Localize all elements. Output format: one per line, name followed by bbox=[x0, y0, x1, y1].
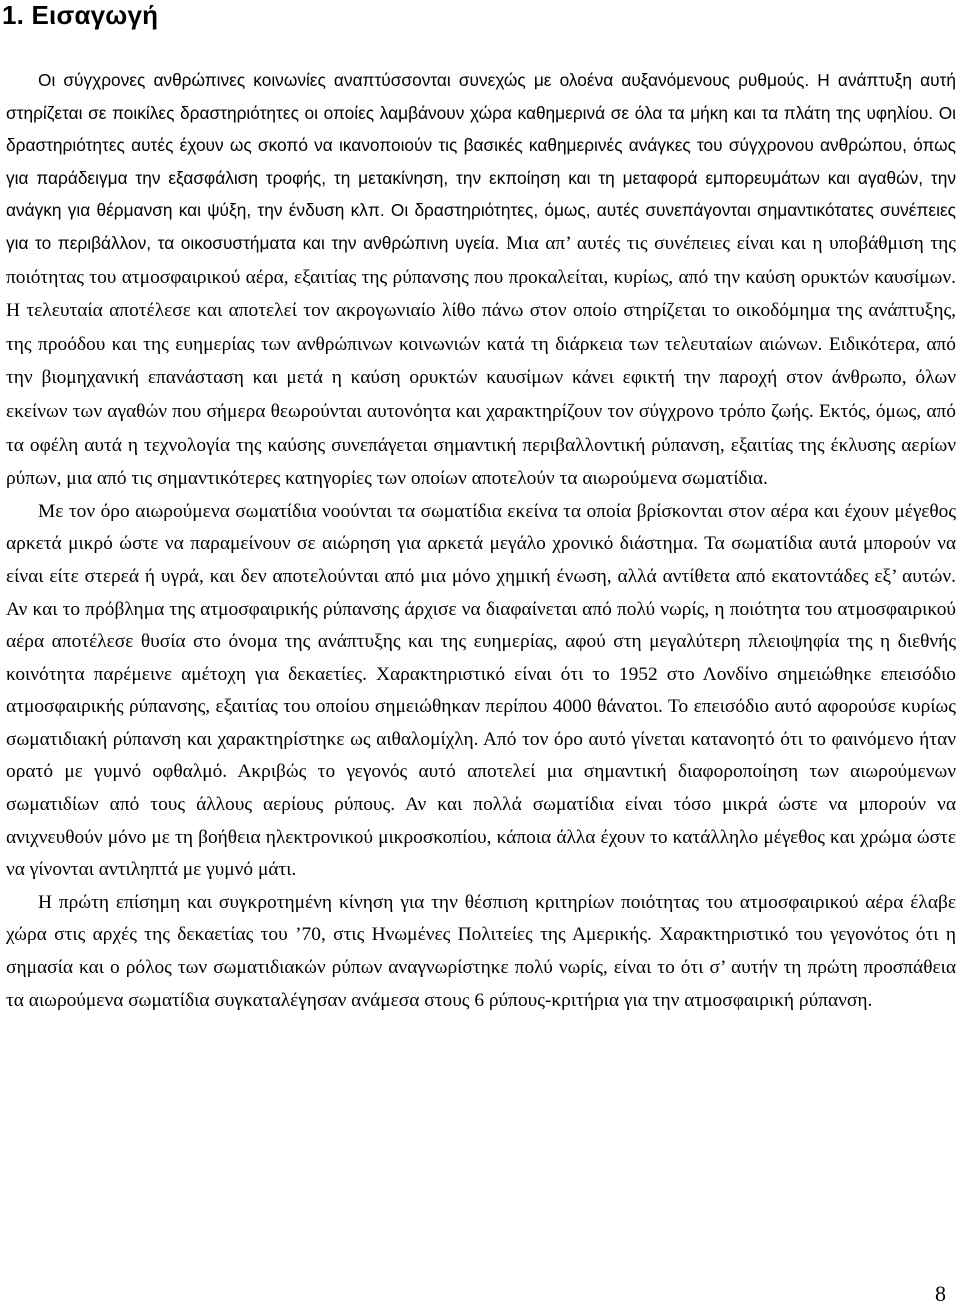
paragraph-1-part-2: Μια απ’ αυτές τις συνέπειες είναι και η υποβάθμιση της ποιότητας του ατμοσφαιρικού αέρα, εξαιτίας της ρύπανσης που προκαλείται, κυρίως, από την καύση ορυκτών καυσίμων. Η τελευταία αποτέλεσε και αποτελεί τον ακρογωνιαίο λίθο πάνω στον οποίο στηρίζεται το οικοδόμημα της ανάπτυξης, της προόδου και της ευημερίας των ανθρώπινων κοινωνιών κατά τη διάρκεια των τελευταίων αιώνων. Ειδικότερα, από την βιομηχανική επανάσταση και μετά η καύση ορυκτών καυσίμων κάνει εφικτή την παροχή στον άνθρωπο, όλων εκείνων των αγαθών που σήμερα θεωρούνται αυτονόητα και χαρακτηρίζουν τον σύγχρονο τρόπο ζωής. Εκτός, όμως, από τα οφέλη αυτά η τεχνολογία της καύσης συνεπάγεται σημαντική περιβαλλοντική ρύπανση, εξαιτίας της έκλυσης αερίων ρύπων, μια από τις σημαντικότερες κατηγορίες των οποίων αποτελούν τα αιωρούμενα σωματίδια. bbox=[6, 232, 956, 490]
paragraph-2: Με τον όρο αιωρούμενα σωματίδια νοούνται τα σωματίδια εκείνα τα οποία βρίσκονται στον αέρα και έχουν μέγεθος αρκετά μικρό ώστε να παραμείνουν σε αιώρηση για αρκετά μεγάλο χρονικό διάστημα. Τα σωματίδια αυτά μπορούν να είναι είτε στερεά ή υγρά, και δεν αποτελούνται από μια μόνο χημική ένωση, αλλά αντίθετα από εκατοντάδες εξ’ αυτών. Αν και το πρόβλημα της ατμοσφαιρικής ρύπανσης άρχισε να διαφαίνεται από πολύ νωρίς, η ποιότητα του ατμοσφαιρικού αέρα αποτέλεσε θυσία στο όνομα της ανάπτυξης και της ευημερίας, αφού στη μεγαλύτερη πλειοψηφία της η διεθνής κοινότητα παρέμεινε αμέτοχη για δεκαετίες. Χαρακτηριστικό είναι ότι το 1952 στο Λονδίνο σημειώθηκε επεισόδιο ατμοσφαιρικής ρύπανσης, εξαιτίας του οποίου σημειώθηκαν περίπου 4000 θάνατοι. Το επεισόδιο αυτό αφορούσε κυρίως σωματιδιακή ρύπανση και χαρακτηρίστηκε ως αιθαλομίχλη. Από τον όρο αυτό γίνεται κατανοητό ότι το φαινόμενο ήταν ορατό με γυμνό οφθαλμό. Ακριβώς το γεγονός αυτό αποτελεί μια σημαντική διαφοροποίηση των αιωρούμενων σωματιδίων από τους άλλους αερίους ρύπους. Αν και πολλά σωματίδια είναι τόσο μικρά ώστε να μπορούν να ανιχνευθούν μόνο με τη βοήθεια ηλεκτρονικού μικροσκοπίου, κάποια άλλα έχουν το κατάλληλο μέγεθος και χρώμα ώστε να γίνονται αντιληπτά με γυμνό μάτι. bbox=[6, 500, 956, 881]
page-number: 8 bbox=[935, 1281, 946, 1306]
paragraph-1 bbox=[6, 64, 956, 496]
paragraph-1-part-1: Οι σύγχρονες ανθρώπινες κοινωνίες αναπτύσσονται συνεχώς με ολοένα αυξανόμενους ρυθμούς. Η ανάπτυξη αυτή στηρίζεται σε ποικίλες δραστηριότητες οι οποίες λαμβάνουν χώρα καθημερινά σε όλα τα μήκη και τα πλάτη της υφηλίου. Οι δραστηριότητες αυτές έχουν ως σκοπό να ικανοποιούν τις βασικές καθημερινές ανάγκες του σύγχρονου ανθρώπου, όπως για παράδειγμα την εξασφάλιση τροφής, τη μετακίνηση, την εκποίηση και τη μεταφορά εμπορευμάτων και αγαθών, την ανάγκη για θέρμανση και ψύξη, την ένδυση κλπ. Οι δραστηριότητες, όμως, αυτές συνεπάγονται σημαντικότατες συνέπειες για το περιβάλλον, τα οικοσυστήματα και την ανθρώπινη υγεία. bbox=[6, 70, 956, 253]
section-heading: 1. Εισαγωγή bbox=[2, 0, 159, 30]
body-text bbox=[6, 64, 956, 1017]
paragraph-3: Η πρώτη επίσημη και συγκροτημένη κίνηση για την θέσπιση κριτηρίων ποιότητας του ατμοσφαιρικού αέρα έλαβε χώρα στις αρχές της δεκαετίας του ’70, στις Ηνωμένες Πολιτείες της Αμερικής. Χαρακτηριστικό του γεγονότος ότι η σημασία και ο ρόλος των σωματιδιακών ρύπων αναγνωρίστηκε πολύ νωρίς, είναι το ότι σ’ αυτήν τη πρώτη προσπάθεια τα αιωρούμενα σωματίδια συγκαταλέγησαν ανάμεσα στους 6 ρύπους-κριτήρια για την ατμοσφαιρική ρύπανση. bbox=[6, 891, 956, 1011]
